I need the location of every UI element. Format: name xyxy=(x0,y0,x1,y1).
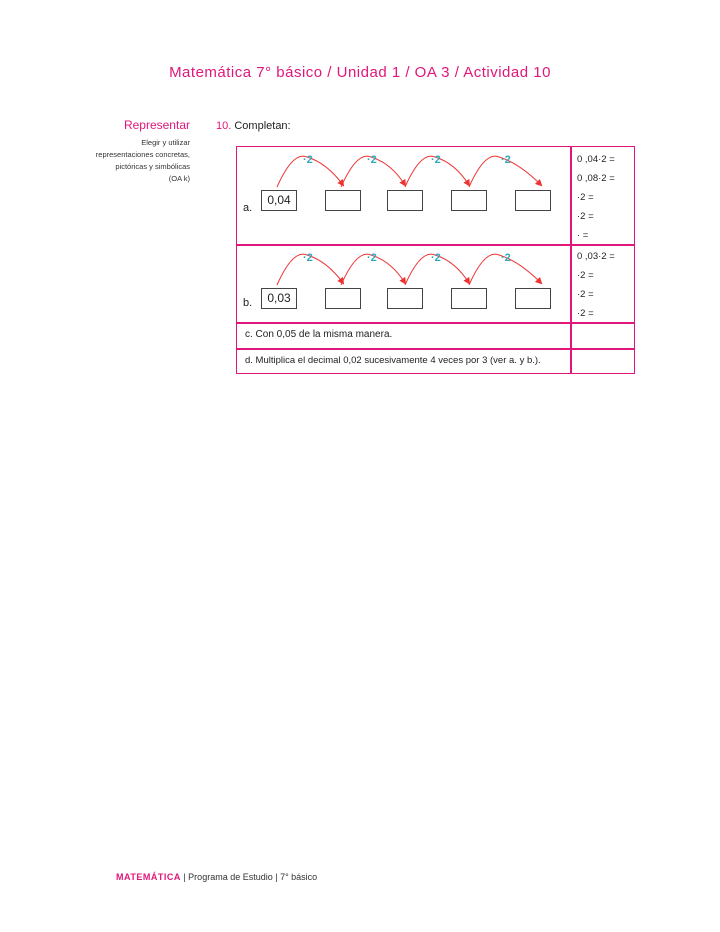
answer-box[interactable] xyxy=(451,288,487,309)
row-c-text: c. Con 0,05 de la misma manera. xyxy=(245,329,393,340)
exercise-table xyxy=(236,146,635,374)
activity-heading xyxy=(216,120,291,132)
arrow-label: ·2 xyxy=(303,252,313,264)
row-divider xyxy=(237,348,634,350)
answer-box[interactable] xyxy=(451,190,487,211)
equation: ·2 = xyxy=(577,270,594,281)
equation: ·2 = xyxy=(577,308,594,319)
answer-box[interactable] xyxy=(325,288,361,309)
equation: ·2 = xyxy=(577,289,594,300)
row-a-equations xyxy=(577,150,615,245)
sidebar-line: Elegir y utilizar xyxy=(141,138,190,147)
row-b-label: b. xyxy=(243,297,253,309)
activity-number: 10. xyxy=(216,120,232,132)
arrow-label: ·2 xyxy=(501,154,511,166)
equation: 0 ,04·2 = xyxy=(577,154,615,165)
start-value-box: 0,04 xyxy=(261,190,297,211)
answer-box[interactable] xyxy=(515,190,551,211)
equation: ·2 = xyxy=(577,192,594,203)
page-footer xyxy=(116,872,317,882)
equation: 0 ,03·2 = xyxy=(577,251,615,262)
arrow-label: ·2 xyxy=(431,252,441,264)
equation: · = xyxy=(577,230,589,241)
sidebar-line: pictóricas y simbólicas xyxy=(115,162,190,171)
answer-box[interactable] xyxy=(515,288,551,309)
sidebar-description xyxy=(70,137,190,185)
start-value-box: 0,03 xyxy=(261,288,297,309)
equation: 0 ,08·2 = xyxy=(577,173,615,184)
answer-box[interactable] xyxy=(387,288,423,309)
row-b-equations xyxy=(577,247,615,323)
equation: ·2 = xyxy=(577,211,594,222)
sidebar-heading: Representar xyxy=(123,118,190,132)
footer-brand: MATEMÁTICA xyxy=(116,872,181,882)
answer-box[interactable] xyxy=(325,190,361,211)
arrow-label: ·2 xyxy=(303,154,313,166)
arrow-label: ·2 xyxy=(367,154,377,166)
arrow-label: ·2 xyxy=(367,252,377,264)
footer-text: | Programa de Estudio | 7° básico xyxy=(183,872,318,882)
arrow-label: ·2 xyxy=(501,252,511,264)
row-d-text: d. Multiplica el decimal 0,02 sucesivamente 4 veces por 3 (ver a. y b.). xyxy=(245,355,541,366)
sidebar-line: (OA k) xyxy=(168,174,190,183)
row-a-label: a. xyxy=(243,202,253,214)
activity-instruction: Completan: xyxy=(234,120,291,132)
arrow-label: ·2 xyxy=(431,154,441,166)
page-title: Matemática 7° básico / Unidad 1 / OA 3 / Actividad 10 xyxy=(169,64,551,81)
answer-box[interactable] xyxy=(387,190,423,211)
sidebar-line: representaciones concretas, xyxy=(95,150,190,159)
